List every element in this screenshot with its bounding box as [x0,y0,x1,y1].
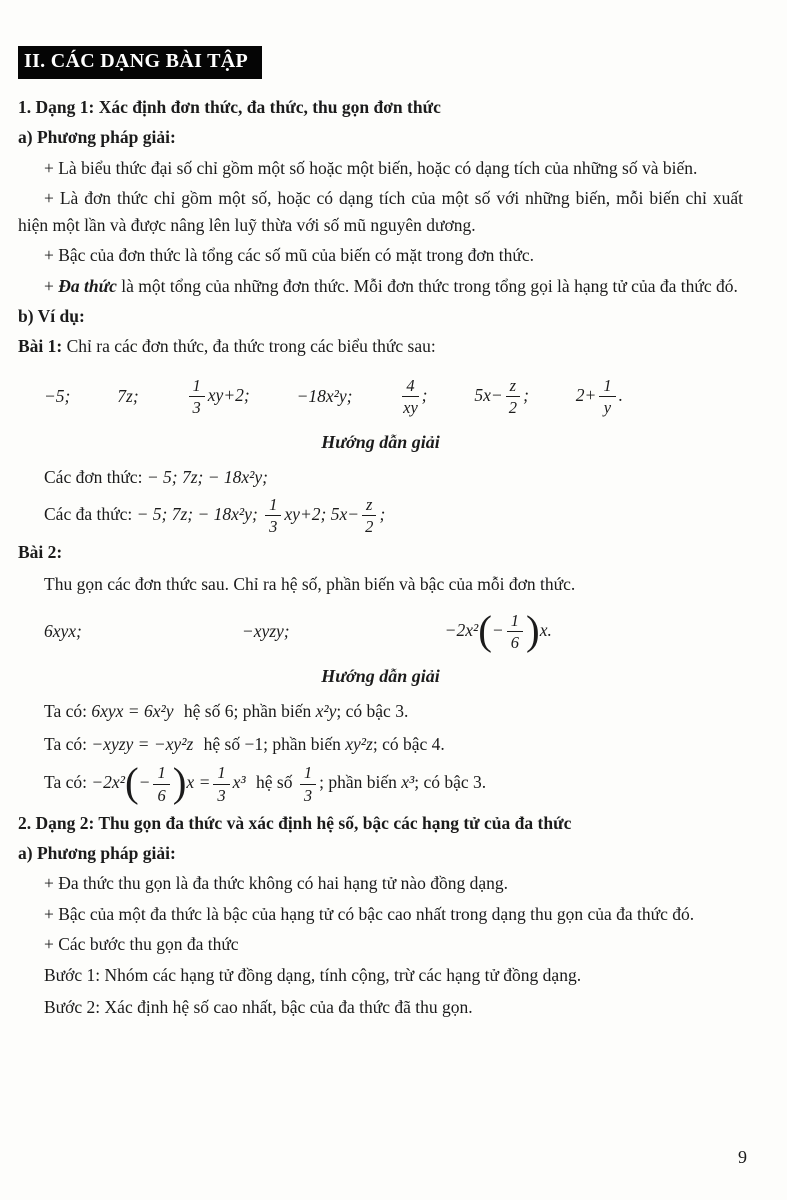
left-paren: ( [124,759,139,805]
text-run: ; phần biến [319,772,397,793]
math-term: −18x²y; [296,385,353,406]
dang2-title: 2. Dạng 2: Thu gọn đa thức và xác định hệ số, bậc các hạng tử của đa thức [18,812,572,833]
bai2-solution-line-2 [44,731,743,758]
math-term: x³ [232,772,246,793]
term-da-thuc: Đa thức [58,275,117,296]
frac-num: 1 [189,377,205,397]
math-term: x. [539,619,552,640]
fraction [300,764,316,804]
page-number: 9 [738,1147,747,1167]
frac-den: 2 [365,516,374,536]
bai2-solution-line-3 [44,759,743,805]
frac-den: 2 [508,397,517,417]
fraction [265,496,281,536]
section-header [18,46,262,79]
minus-sign: − [138,772,151,793]
frac-den: 6 [157,785,166,805]
frac-num: 4 [402,377,418,397]
math-term [399,377,427,417]
fraction [507,612,523,652]
bai1-expressions [18,377,743,417]
frac-den: xy [403,397,418,417]
fraction [213,764,229,804]
dang2-bullet-2: + Bậc của một đa thức là bậc của hạng tử có bậc cao nhất trong dạng thu gọn của đa thức đó. [44,903,695,924]
minus-sign: − [491,619,504,640]
right-paren: ) [525,606,540,653]
bai1-monomials-line [44,464,743,491]
math-term: −2x² [444,619,479,640]
bullet-plus: + [44,275,59,296]
frac-num: z [362,496,376,516]
fraction [402,377,418,417]
math-term: x = [186,772,211,793]
math-term [444,606,552,653]
text-run: hệ số [256,772,293,793]
solution-heading-bai1: Hướng dẫn giải [321,432,440,453]
dang1-bullet-3: + Bậc của đơn thức là tổng các số mũ của biến có mặt trong đơn thức. [44,245,535,266]
polynomials-math: ; [379,503,386,524]
dang1-title: 1. Dạng 1: Xác định đơn thức, đa thức, thu gọn đơn thức [18,97,441,117]
bullet-rest: là một tổng của những đơn thức. Mỗi đơn thức trong tổng gọi là hạng tử của đa thức đó. [116,275,738,296]
math-term [474,377,529,417]
dang1-method-label: a) Phương pháp giải: [18,127,176,148]
math-term: xy²z [345,733,373,754]
fraction [362,496,376,536]
dang1-bullet-4 [18,273,743,300]
frac-den: 3 [192,397,201,417]
math-term [576,377,623,417]
frac-den: y [603,397,612,417]
frac-num: 1 [265,496,281,516]
math-term: ; [523,384,529,405]
frac-num: 1 [300,764,316,784]
bai1-prompt-line [18,333,743,360]
section-header-title: II. CÁC DẠNG BÀI TẬP [24,50,248,72]
text-run: hệ số 6; phần biến [183,700,312,721]
dang1-bullet-1: + Là biểu thức đại số chỉ gồm một số hoặc một biến, hoặc có dạng tích của những số và biến. [44,157,698,178]
math-term: 6xyx; [44,621,82,642]
polynomials-math: xy+2; 5x− [284,503,360,524]
frac-num: 1 [507,612,523,632]
math-term: xy+2; [207,384,250,405]
bai2-solution-line-1 [44,698,743,725]
math-term: . [618,384,623,405]
math-term: 2+ [575,384,597,405]
polynomials-math: − 5; 7z; − 18x²y; [132,503,263,524]
frac-num: 1 [599,377,615,397]
text-run: hệ số −1; phần biến [203,733,341,754]
frac-num: 1 [213,764,229,784]
dang2-step-1: Bước 1: Nhóm các hạng tử đồng dạng, tính cộng, trừ các hạng tử đồng dạng. [44,965,582,986]
text-run: ; có bậc 4. [372,733,445,754]
frac-num: z [506,377,520,397]
frac-den: 3 [303,785,313,805]
dang1-example-label: b) Ví dụ: [18,306,85,327]
bai2-expressions [18,606,743,653]
math-term: ; [421,384,428,405]
frac-den: 6 [510,633,519,653]
math-term: −2x² [91,772,125,793]
frac-num: 1 [153,764,169,784]
bai1-polynomials-line [44,496,743,536]
polynomials-label: Các đa thức: [44,503,133,524]
math-term: −xyzy = −xy²z [91,733,194,754]
fraction [506,377,520,417]
dang2-bullet-3: + Các bước thu gọn đa thức [44,934,239,954]
math-term [186,377,250,417]
frac-den: 3 [269,516,278,536]
dang1-bullet-2: + Là đơn thức chỉ gồm một số, hoặc có dạng tích của một số với những biến, mỗi biến chỉ xuất hiện một lần và được nâng lên luỹ thừa với số mũ nguyên dương. [18,187,743,236]
math-term: −5; [44,385,71,406]
left-paren: ( [478,606,492,653]
bai1-label: Bài 1: [18,336,63,357]
fraction [599,377,615,417]
math-term: 5x− [474,384,503,405]
solution-heading-bai2: Hướng dẫn giải [321,665,440,686]
math-term: −xyzy; [241,621,290,642]
monomials-math: − 5; 7z; − 18x²y; [142,467,269,488]
right-paren: ) [172,759,187,805]
bai2-label: Bài 2: [18,542,63,563]
bai2-prompt: Thu gọn các đơn thức sau. Chỉ ra hệ số, phần biến và bậc của mỗi đơn thức. [44,573,576,594]
math-term: x²y [315,700,337,721]
taco-label: Ta có: [44,700,87,721]
dang2-step-2: Bước 2: Xác định hệ số cao nhất, bậc của đa thức đã thu gọn. [44,996,473,1017]
text-run: ; có bậc 3. [336,700,409,721]
monomials-label: Các đơn thức: [44,467,143,488]
bai1-prompt: Chỉ ra các đơn thức, đa thức trong các biểu thức sau: [66,336,436,357]
fraction [189,377,205,417]
math-term: x³ [401,772,415,793]
taco-label: Ta có: [44,733,87,754]
math-term: 6xyx = 6x²y [91,700,174,721]
frac-den: 3 [217,785,226,805]
fraction [153,764,169,804]
dang2-bullet-1: + Đa thức thu gọn là đa thức không có hai hạng tử nào đồng dạng. [44,873,509,894]
text-run: ; có bậc 3. [414,772,487,793]
taco-label: Ta có: [44,772,87,793]
math-term: 7z; [117,385,139,406]
dang2-method-label: a) Phương pháp giải: [18,843,176,864]
